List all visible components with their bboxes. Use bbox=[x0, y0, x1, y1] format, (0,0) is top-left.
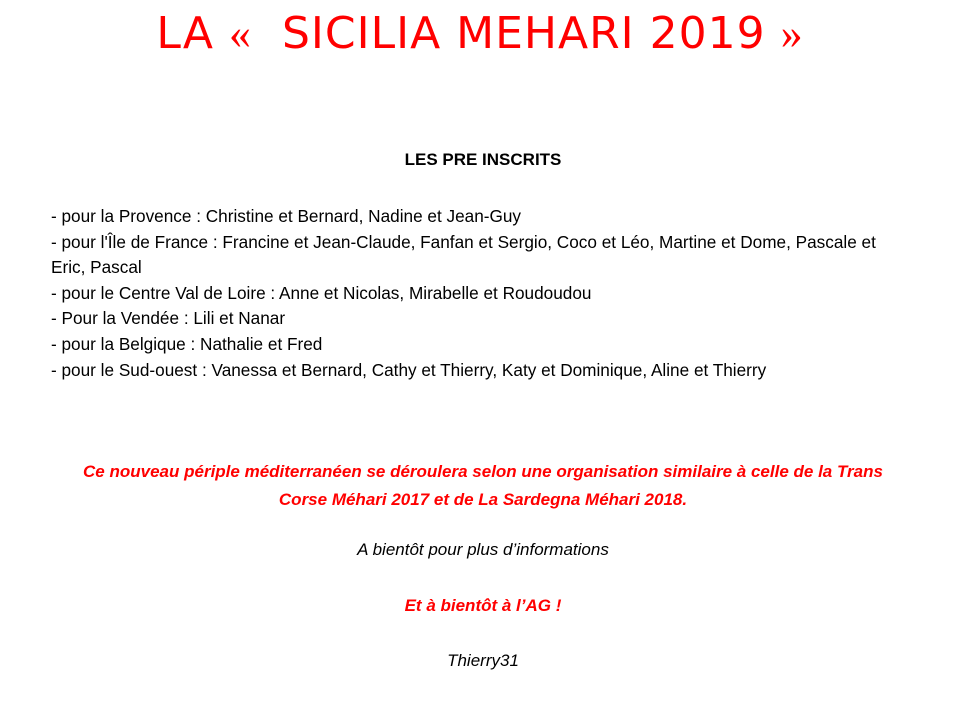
list-item: - pour le Sud-ouest : Vanessa et Bernard, Cathy et Thierry, Katy et Dominique, Aline et Thierry bbox=[51, 359, 767, 380]
title-open-quote: « bbox=[229, 9, 252, 58]
announcement-text: Ce nouveau périple méditerranéen se déroulera selon une organisation similaire à celle de la Trans Corse Méhari 2017 et de La Sardegna Méhari 2018. bbox=[83, 462, 883, 509]
title-name: SICILIA MEHARI 2019 bbox=[252, 8, 781, 59]
list-item: - Pour la Vendée : Lili et Nanar bbox=[51, 308, 286, 329]
page-title bbox=[0, 8, 960, 59]
registrations-list bbox=[51, 204, 911, 383]
title-close-quote: » bbox=[780, 9, 804, 58]
more-info-text: A bientôt pour plus d’informations bbox=[357, 540, 609, 559]
section-heading: LES PRE INSCRITS bbox=[404, 150, 562, 169]
list-item: - pour la Provence : Christine et Bernard, Nadine et Jean-Guy bbox=[51, 206, 522, 226]
list-item: - pour le Centre Val de Loire : Anne et Nicolas, Mirabelle et Roudoudou bbox=[51, 282, 592, 303]
list-item: - pour la Belgique : Nathalie et Fred bbox=[51, 333, 323, 354]
see-you-ag-text: Et à bientôt à l’AG ! bbox=[404, 596, 562, 615]
signature: Thierry31 bbox=[447, 651, 519, 670]
list-item: - pour l'Île de France : Francine et Jean-Claude, Fanfan et Sergio, Coco et Léo, Martine et Dome, Pascale et Eric, Pascal bbox=[51, 231, 876, 278]
title-prefix: LA bbox=[156, 8, 229, 59]
